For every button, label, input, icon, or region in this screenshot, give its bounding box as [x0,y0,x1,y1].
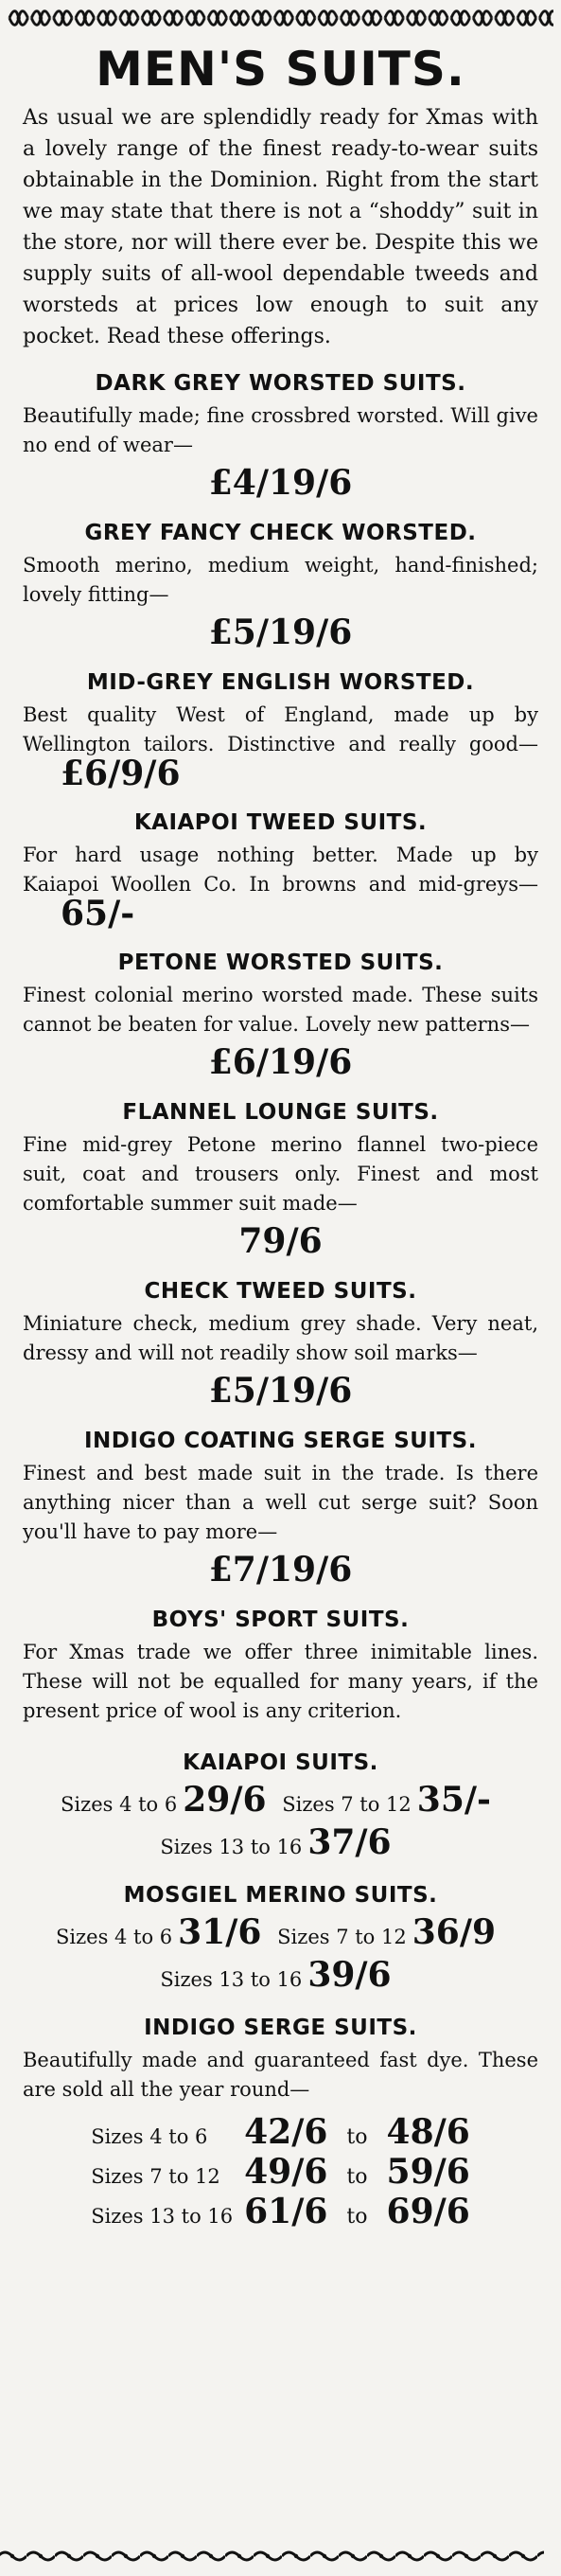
suit-offer-indigo-coating-serge [17,1429,544,1590]
size-label: Sizes 13 to 16 [91,2205,234,2228]
size-label: Sizes 7 to 12 [277,1926,407,1948]
size-price: 36/9 [412,1912,497,1952]
kaiapoi-suits [17,1750,544,1866]
mosgiel-sizes-row [17,1913,544,1956]
offer-price: £7/19/6 [208,1550,353,1590]
offer-price: 79/6 [238,1221,323,1261]
size-label: Sizes 7 to 12 [282,1793,412,1816]
price-from: 42/6 [244,2112,328,2152]
suit-offer-flannel-lounge [17,1100,544,1262]
price-to: 48/6 [386,2112,470,2152]
indigo-heading: INDIGO SERGE SUITS. [144,2016,417,2040]
price-to: 59/6 [386,2152,470,2192]
kaiapoi-heading: KAIAPOI SUITS. [183,1750,378,1775]
indigo-description: Beautifully made and guaranteed fast dye. These are sold all the year round— [23,2049,538,2101]
offer-price: £6/19/6 [208,1042,353,1082]
offer-description: Fine mid-grey Petone merino flannel two-piece suit, coat and trousers only. Finest and most comfortable summer suit made— [23,1133,538,1215]
offer-description [23,841,538,933]
size-price: 37/6 [307,1822,392,1862]
offer-description [23,701,538,793]
bottom-ornamental-border [0,2544,561,2568]
offer-description: Finest and best made suit in the trade. Is there anything nicer than a well cut serge suit? Soon you'll have to pay more— [23,1462,538,1543]
mosgiel-heading: MOSGIEL MERINO SUITS. [123,1883,438,1908]
size-label: Sizes 13 to 16 [160,1836,303,1858]
suit-offer-kaiapoi-tweed [17,810,544,933]
price-to: 69/6 [386,2192,470,2231]
to-word: to [346,2125,368,2149]
size-price: 29/6 [183,1780,267,1820]
mosgiel-merino-suits [17,1883,544,1999]
suit-offer-dark-grey-worsted [17,371,544,504]
offer-heading: CHECK TWEED SUITS. [144,1279,417,1304]
size-price: 31/6 [178,1912,262,1952]
table-row [85,2152,476,2192]
intro-paragraph: As usual we are splendidly ready for Xmas with a lovely range of the finest ready-to-wear suits obtainable in the Dominion. Right from the start we may state that there is not a “shoddy” suit in the store, nor will there ever be. Despite this we supply suits of all-wool dependable tweeds and worsteds at prices low enough to suit any pocket. Read these offerings. [23,106,538,348]
boys-description: For Xmas trade we offer three inimitable lines. These will not be equalled for many years, if the present price of wool is any criterion. [23,1641,538,1722]
mosgiel-sizes-row [17,1956,544,1999]
offer-price: £6/9/6 [61,754,181,793]
indigo-serge-suits [17,2016,544,2231]
offer-heading: GREY FANCY CHECK WORSTED. [84,521,477,545]
offer-heading: FLANNEL LOUNGE SUITS. [122,1100,439,1125]
price-from: 61/6 [244,2192,328,2231]
table-row [85,2112,476,2152]
table-row [85,2192,476,2231]
suit-offer-mid-grey-english [17,670,544,793]
offer-description: Beautifully made; fine crossbred worsted. Will give no end of wear— [23,404,538,456]
boys-heading: BOYS' SPORT SUITS. [151,1608,410,1632]
suit-offer-check-tweed [17,1279,544,1412]
offer-description: Finest colonial merino worsted made. These suits cannot be beaten for value. Lovely new patterns— [23,984,538,1036]
ornament-border-icon [0,2547,544,2566]
offer-heading: PETONE WORSTED SUITS. [117,950,444,975]
offer-price: £4/19/6 [208,463,353,503]
offer-description: Smooth merino, medium weight, hand-finished; lovely fitting— [23,554,538,606]
offer-heading: DARK GREY WORSTED SUITS. [95,371,466,396]
offer-price: £5/19/6 [208,613,353,652]
offer-heading: MID-GREY ENGLISH WORSTED. [86,670,475,695]
top-ornamental-border [8,6,553,30]
size-label: Sizes 4 to 6 [61,1793,178,1816]
offer-description-text: For hard usage nothing better. Made up by Kaiapoi Woollen Co. In browns and mid-greys— [23,844,538,896]
price-from: 49/6 [244,2152,328,2192]
size-label: Sizes 7 to 12 [91,2165,220,2188]
offer-price: 65/- [61,894,135,933]
to-word: to [346,2165,368,2189]
suit-offer-grey-fancy-check [17,521,544,653]
offer-heading: INDIGO COATING SERGE SUITS. [84,1429,477,1453]
offer-description-text: Best quality West of England, made up by Wellington tailors. Distinctive and really good— [23,703,538,755]
size-price: 35/- [416,1780,491,1820]
to-word: to [346,2205,368,2229]
ornament-border-icon [8,7,553,29]
offer-heading: KAIAPOI TWEED SUITS. [133,810,428,835]
page-title: MEN'S SUITS. [96,42,465,97]
boys-sport-suits [17,1608,544,1726]
advertisement [0,6,561,2576]
suit-offer-petone-worsted [17,950,544,1083]
size-label: Sizes 4 to 6 [91,2125,208,2148]
size-label: Sizes 13 to 16 [160,1968,303,1991]
offer-price: £5/19/6 [208,1371,353,1411]
kaiapoi-sizes-row [17,1823,544,1866]
size-price: 39/6 [307,1955,392,1995]
offer-description: Miniature check, medium grey shade. Very neat, dressy and will not readily show soil marks— [23,1312,538,1364]
kaiapoi-sizes-row [17,1781,544,1823]
size-label: Sizes 4 to 6 [55,1926,173,1948]
indigo-price-table [85,2112,476,2231]
